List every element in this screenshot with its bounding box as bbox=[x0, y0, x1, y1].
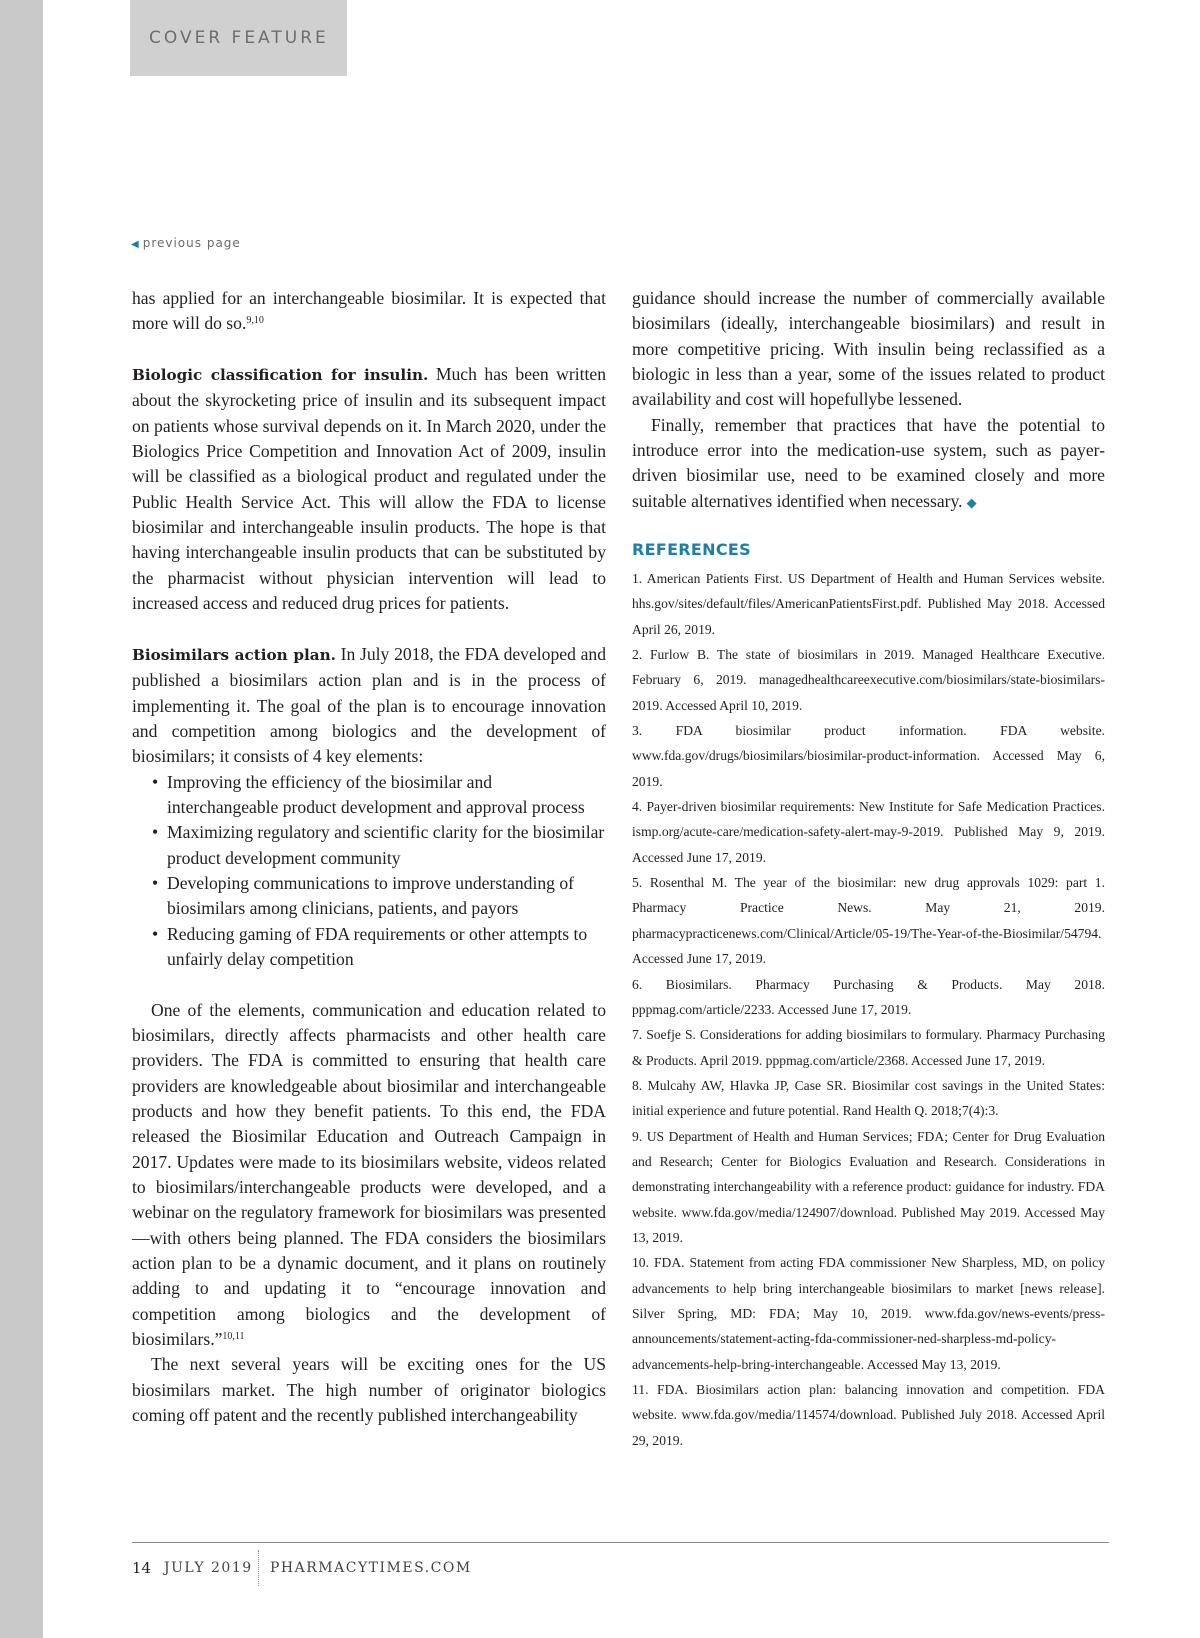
reference-item: 2. Furlow B. The state of biosimilars in 2019. Managed Healthcare Executive. February 6, 2019. managedhealthcareexecutive.com/biosimilars/state-biosimilars-2019. Accessed April 10, 2019. bbox=[632, 647, 1105, 713]
reference-item: 4. Payer-driven biosimilar requirements: New Institute for Safe Medication Practices. ismp.org/acute-care/medication-safety-alert-may-9-2019. Published May 9, 2019. Accessed June 17, 2019. bbox=[632, 799, 1105, 865]
paragraph: has applied for an interchangeable biosimilar. It is expected that more will do so.$^{9,10}$ bbox=[132, 288, 606, 334]
paragraph-action-plan: Biosimilars action plan. In July 2018, the FDA developed and published a biosimilars action plan and is in the process of implementing it. The goal of the plan is to encourage innovation and competition among biologics and the development of biosimilars; it consists of 4 key elements: bbox=[132, 643, 606, 767]
reference-item: 7. Soefje S. Considerations for adding biosimilars to formulary. Pharmacy Purchasing & Products. April 2019. pppmag.com/article/2368. Accessed June 17, 2019. bbox=[632, 1027, 1105, 1068]
reference-item: 10. FDA. Statement from acting FDA commissioner New Sharpless, MD, on policy advancements to help bring interchangeable biosimilars to market [news release]. Silver Spring, MD: FDA; May 10, 2019. www.fda.gov/news-events/press-announcements/statement-acting-fda-commissioner-ned-sharpless-md-policy-advancements-help-bring-interchangeable. Accessed May 13, 2019. bbox=[632, 1255, 1105, 1372]
left-column bbox=[132, 286, 606, 1428]
references-list bbox=[632, 566, 1105, 1453]
paragraph: One of the elements, communication and education related to biosimilars, directly affects pharmacists and other health care providers. The FDA is committed to ensuring that health care providers are knowledgeable about biosimilar and interchangeable products and how they benefit patients. To this end, the FDA released the Biosimilar Education and Outreach Campaign in 2017. Updates were made to its biosimilars website, videos related to biosimilars/interchangeable products were developed, and a webinar on the regulatory framework for biosimilars was presented—with others being planned. The FDA considers the biosimilars action plan to be a dynamic document, and it plans on routinely adding to and updating it to “encourage innovation and competition among biologics and the development of biosimilars.”$^{10,11}$ bbox=[132, 999, 606, 1350]
right-column bbox=[632, 286, 1105, 515]
list-item: • Maximizing regulatory and scientific clarity for the biosimilar product development community bbox=[152, 820, 606, 871]
issue-date: JULY 2019 bbox=[164, 1560, 253, 1576]
section-label: COVER FEATURE bbox=[149, 28, 329, 48]
end-mark-icon: ◆ bbox=[966, 494, 977, 510]
site-name: PHARMACYTIMES.COM bbox=[270, 1560, 472, 1576]
citation: 10,11 bbox=[222, 1331, 245, 1343]
paragraph: Finally, remember that practices that have the potential to introduce error into the medication-use system, such as payer-driven biosimilar use, need to be examined closely and more suitable alternatives identified when necessary. ◆ bbox=[632, 414, 1105, 511]
page-number: 14 bbox=[132, 1559, 152, 1577]
list-item: • Reducing gaming of FDA requirements or other attempts to unfairly delay competition bbox=[152, 922, 606, 973]
reference-item: 5. Rosenthal M. The year of the biosimilar: new drug approvals 1029: part 1. Pharmacy Practice News. May 21, 2019. pharmacypracticenews.com/Clinical/Article/05-19/The-Year-of-the-Biosimilar/54794. Accessed June 17, 2019. bbox=[632, 875, 1105, 967]
subheading-insulin: Biologic classification for insulin. bbox=[132, 366, 429, 385]
list-item: • Improving the efficiency of the biosimilar and interchangeable product development and approval process bbox=[152, 770, 606, 821]
left-margin-bar bbox=[0, 0, 43, 1638]
reference-item: 1. American Patients First. US Department of Health and Human Services website. hhs.gov/sites/default/files/AmericanPatientsFirst.pdf. Published May 2018. Accessed April 26, 2019. bbox=[632, 571, 1105, 637]
previous-page-link[interactable] bbox=[131, 236, 241, 250]
bullet-list bbox=[132, 770, 606, 973]
left-arrow-icon: ◀ bbox=[131, 239, 140, 250]
reference-item: 9. US Department of Health and Human Services; FDA; Center for Drug Evaluation and Research; Center for Biologics Evaluation and Research. Considerations in demonstrating interchangeability with a reference product: guidance for industry. FDA website. www.fda.gov/media/124907/download. Published May 2019. Accessed May 13, 2019. bbox=[632, 1128, 1105, 1245]
reference-item: 6. Biosimilars. Pharmacy Purchasing & Products. May 2018. pppmag.com/article/2233. Accessed June 17, 2019. bbox=[632, 976, 1105, 1017]
previous-page-label: previous page bbox=[142, 236, 241, 250]
reference-item: 11. FDA. Biosimilars action plan: balancing innovation and competition. FDA website. www.fda.gov/media/114574/download. Published July 2018. Accessed April 29, 2019. bbox=[632, 1382, 1105, 1448]
subheading-action-plan: Biosimilars action plan. bbox=[132, 645, 336, 664]
footer-separator bbox=[258, 1550, 259, 1586]
footer-divider bbox=[132, 1542, 1109, 1543]
reference-item: 8. Mulcahy AW, Hlavka JP, Case SR. Biosimilar cost savings in the United States: initial experience and future potential. Rand Health Q. 2018;7(4):3. bbox=[632, 1077, 1105, 1119]
references-heading: REFERENCES bbox=[632, 540, 751, 559]
paragraph-insulin: Biologic classification for insulin. Much has been written about the skyrocketing price of insulin and its subsequent impact on patients whose survival depends on it. In March 2020, under the Biologics Price Competition and Innovation Act of 2009, insulin will be classified as a biological product and regulated under the Public Health Service Act. This will allow the FDA to license biosimilar and interchangeable insulin products. The hope is that having interchangeable insulin products that can be substituted by the pharmacist without physician intervention will lead to increased access and reduced drug prices for patients. bbox=[132, 364, 607, 614]
section-tab bbox=[130, 0, 347, 76]
list-item: • Developing communications to improve understanding of biosimilars among clinicians, patients, and payors bbox=[152, 871, 606, 922]
reference-item: 3. FDA biosimilar product information. FDA website. www.fda.gov/drugs/biosimilars/biosimilar-product-information. Accessed May 6, 2019. bbox=[632, 723, 1105, 789]
citation: 9,10 bbox=[246, 315, 264, 327]
paragraph: The next several years will be exciting ones for the US biosimilars market. The high number of originator biologics coming off patent and the recently published interchangeability bbox=[132, 1354, 606, 1426]
paragraph: guidance should increase the number of commercially available biosimilars (ideally, interchangeable biosimilars) and result in more competitive pricing. With insulin being reclassified as a biologic in less than a year, some of the issues related to product availability and cost will hopefullybe lessened. bbox=[632, 288, 1105, 410]
